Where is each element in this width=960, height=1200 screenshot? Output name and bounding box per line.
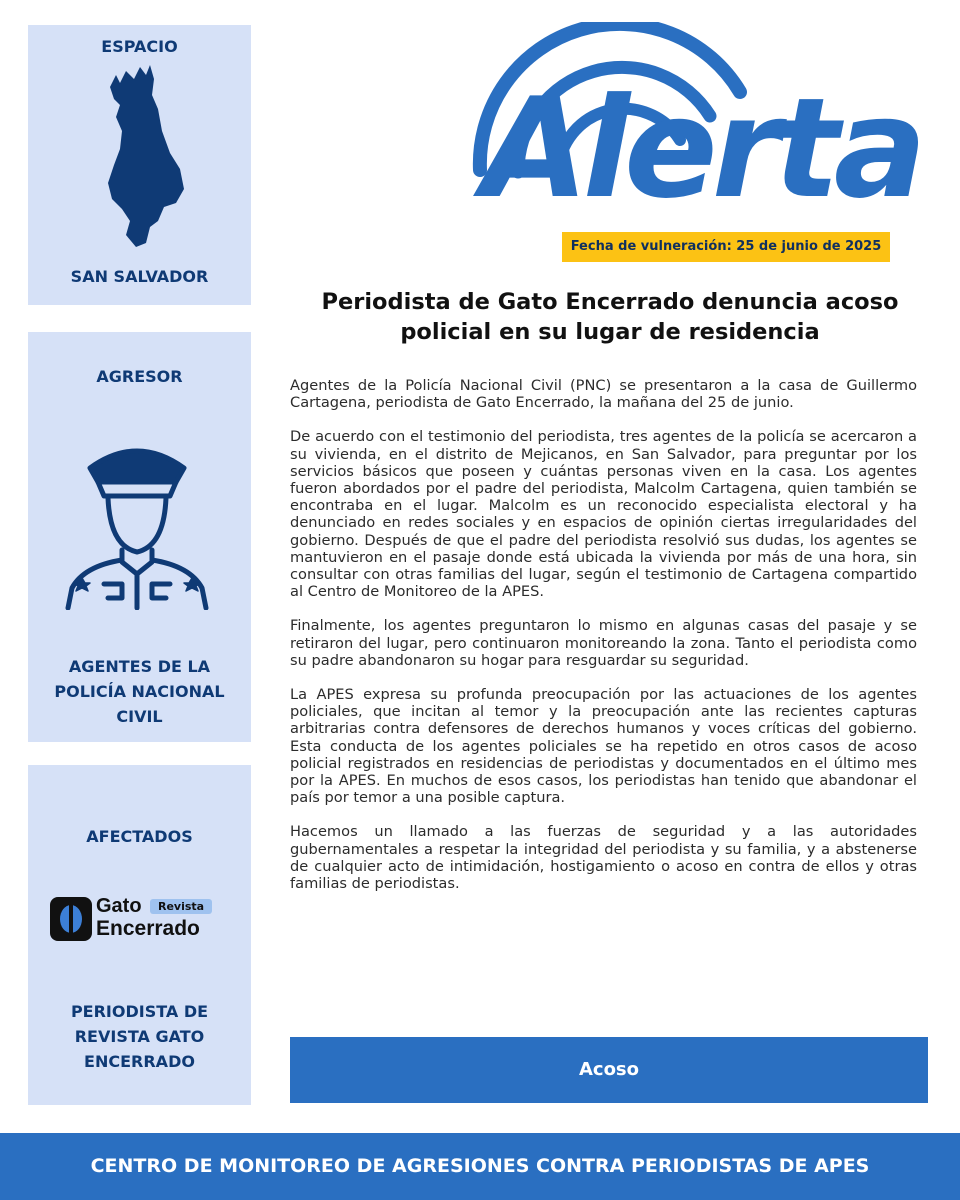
article-title xyxy=(290,287,930,347)
paragraph: La APES expresa su profunda preocupación por las actuaciones de los agentes policiales, que incitan al temor y la preocupación ante las recientes capturas arbitrarias contra defensores de derechos humanos y voces críticas del gobierno. Esta conducta de los agentes policiales se ha repetido en otros casos de acoso policial registrados en residencias de periodistas y documentados en el último mes por la APES. En muchos de esos casos, los periodistas han tenido que abandonar el país por temor a una posible captura. xyxy=(290,686,917,807)
article-body xyxy=(290,377,917,909)
affected-value xyxy=(28,999,251,1074)
san-salvador-map-icon xyxy=(106,65,186,247)
title-line-2: policial en su lugar de residencia xyxy=(400,319,820,345)
aggressor-line-3: CIVIL xyxy=(116,707,163,726)
aggressor-line-2: POLICÍA NACIONAL xyxy=(54,682,225,701)
footer-banner: CENTRO DE MONITOREO DE AGRESIONES CONTRA PERIODISTAS DE APES xyxy=(0,1133,960,1200)
police-officer-icon xyxy=(52,440,222,610)
affected-line-3: ENCERRADO xyxy=(84,1052,195,1071)
logo-line-encerrado: Encerrado xyxy=(96,917,200,940)
aggressor-heading: AGRESOR xyxy=(96,367,183,386)
affected-line-1: PERIODISTA DE xyxy=(70,1002,209,1021)
affected-heading: AFECTADOS xyxy=(86,827,193,846)
paragraph: Hacemos un llamado a las fuerzas de seguridad y a las autoridades gubernamentales a respetar la integridad del periodista y su familia, y a abstenerse de cualquier acto de intimidación, hostigamiento o acoso en contra de ellos y otras familias de periodistas. xyxy=(290,823,917,893)
aggressor-card xyxy=(28,332,251,742)
category-label: Acoso xyxy=(290,1037,928,1103)
paragraph: Finalmente, los agentes preguntaron lo mismo en algunas casas del pasaje y se retiraron del lugar, pero continuaron monitoreando la zona. Tanto el periodista como su padre abandonaron su hogar para resguardar su seguridad. xyxy=(290,617,917,669)
gato-encerrado-emblem-icon xyxy=(50,897,92,941)
violation-date-banner: Fecha de vulneración: 25 de junio de 2025 xyxy=(562,232,890,262)
paragraph: De acuerdo con el testimonio del periodista, tres agentes de la policía se acercaron a su vivienda, en el distrito de Mejicanos, en San Salvador, para preguntar por los servicios básicos que poseen y cuántas personas viven en la casa. Los agentes fueron abordados por el padre del periodista, Malcolm Cartagena, quien también se encontraba en el lugar. Malcolm es un reconocido especialista electoral y ha denunciado en redes sociales y en espacios de opinión ciertas irregularidades del gobierno. Después de que el padre del periodista resolvió sus dudas, los agentes se mantuvieron en el pasaje donde está ubicada la vivienda por más de una hora, sin consultar con otras familias del lugar, según el testimonio de Cartagena compartido al Centro de Monitoreo de la APES. xyxy=(290,428,917,601)
gato-encerrado-logo xyxy=(50,895,230,943)
space-value: SAN SALVADOR xyxy=(70,267,209,286)
title-line-1: Periodista de Gato Encerrado denuncia acoso xyxy=(321,289,899,315)
affected-line-2: REVISTA GATO xyxy=(74,1027,205,1046)
space-heading: ESPACIO xyxy=(101,37,178,56)
logo-badge-revista: Revista xyxy=(150,899,212,914)
affected-card xyxy=(28,765,251,1105)
aggressor-value xyxy=(28,654,251,729)
space-card xyxy=(28,25,251,305)
logo-line-gato: Gato xyxy=(96,895,142,917)
paragraph: Agentes de la Policía Nacional Civil (PNC) se presentaron a la casa de Guillermo Cartagena, periodista de Gato Encerrado, la mañana del 25 de junio. xyxy=(290,377,917,412)
alerta-wordmark: Alerta xyxy=(482,68,921,229)
aggressor-line-1: AGENTES DE LA xyxy=(68,657,211,676)
